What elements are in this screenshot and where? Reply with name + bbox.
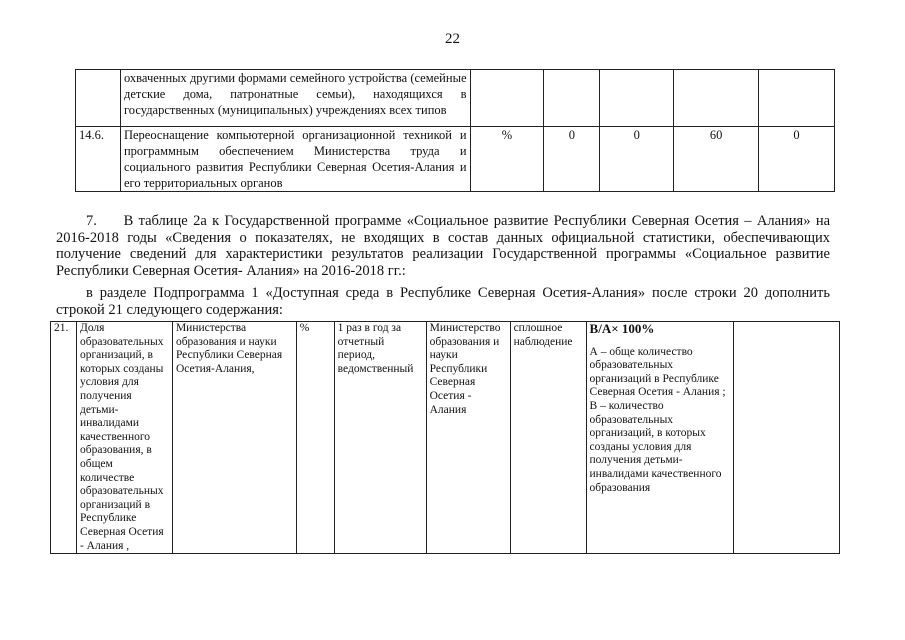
indicator-text: Переоснащение компьютерной организационной техникой и программным обеспечением Министерства труда и социального развития Республики Северная Осетия-Алания и его территориальных органов: [120, 127, 470, 192]
indicators-table-row-21: [50, 321, 840, 554]
data-source: Министерство образования и науки Республики Северная Осетия - Алания: [426, 322, 510, 554]
indicator-name: Доля образовательных организаций, в которых созданы условия для получения детьми-инвалидами качественного образования, в общем количестве образовательных организаций в Республике Северная Осетия - Алания ,: [76, 322, 172, 554]
paragraph-7: [56, 213, 830, 279]
row-number: 21.: [51, 322, 77, 554]
value-cell: [544, 70, 600, 127]
value-cell: [600, 70, 674, 127]
definition-b: В – количество образовательных организаций, в которых созданы условия для получения детьми-инвалидами качественного образования: [589, 399, 722, 494]
table-row: [76, 70, 835, 127]
unit-cell: [470, 70, 544, 127]
row-number: [76, 70, 121, 127]
definition-a: А – обще количество образовательных организаций в Республике Северная Осетия - Алания ;: [589, 345, 726, 399]
observation-method: сплошное наблюдение: [510, 322, 586, 554]
subprogram-paragraph: [56, 285, 830, 318]
value-cell: 0: [759, 127, 835, 192]
paragraph-number: 7.: [86, 213, 97, 229]
indicators-table-continued: [75, 69, 835, 192]
unit-cell: %: [296, 322, 334, 554]
subprogram-text: в разделе Подпрограмма 1 «Доступная среда в Республике Северная Осетия-Алания» после строки 20 дополнить строкой 21 следующего содержания:: [56, 285, 830, 318]
paragraph-text: В таблице 2а к Государственной программе «Социальное развитие Республики Северная Осетия – Алания» на 2016-2018 годы «Сведения о показателях, не входящих в состав данных официальной статистики, обеспечивающих получение сведений для характеристики результатов реализации Государственной программы «Социальное развитие Республики Северная Осетия- Алания» на 2016-2018 гг.:: [56, 213, 831, 279]
calculation-method: [586, 322, 734, 554]
value-cell: 0: [600, 127, 674, 192]
empty-cell: [734, 322, 840, 554]
value-cell: [674, 70, 759, 127]
row-number: 14.6.: [76, 127, 121, 192]
page-number: 22: [445, 31, 460, 47]
periodicity: 1 раз в год за отчетный период, ведомственный: [334, 322, 426, 554]
value-cell: [759, 70, 835, 127]
table-row: [51, 322, 840, 554]
value-cell: 0: [544, 127, 600, 192]
responsible-body: Министерства образования и науки Республики Северная Осетия-Алания,: [172, 322, 296, 554]
formula: B/A× 100%: [589, 321, 655, 336]
value-cell: 60: [674, 127, 759, 192]
indicator-text: охваченных другими формами семейного устройства (семейные детские дома, патронатные семьи), находящихся в государственных (муниципальных) учреждениях всех типов: [120, 70, 470, 127]
table-row: [76, 127, 835, 192]
unit-cell: %: [470, 127, 544, 192]
